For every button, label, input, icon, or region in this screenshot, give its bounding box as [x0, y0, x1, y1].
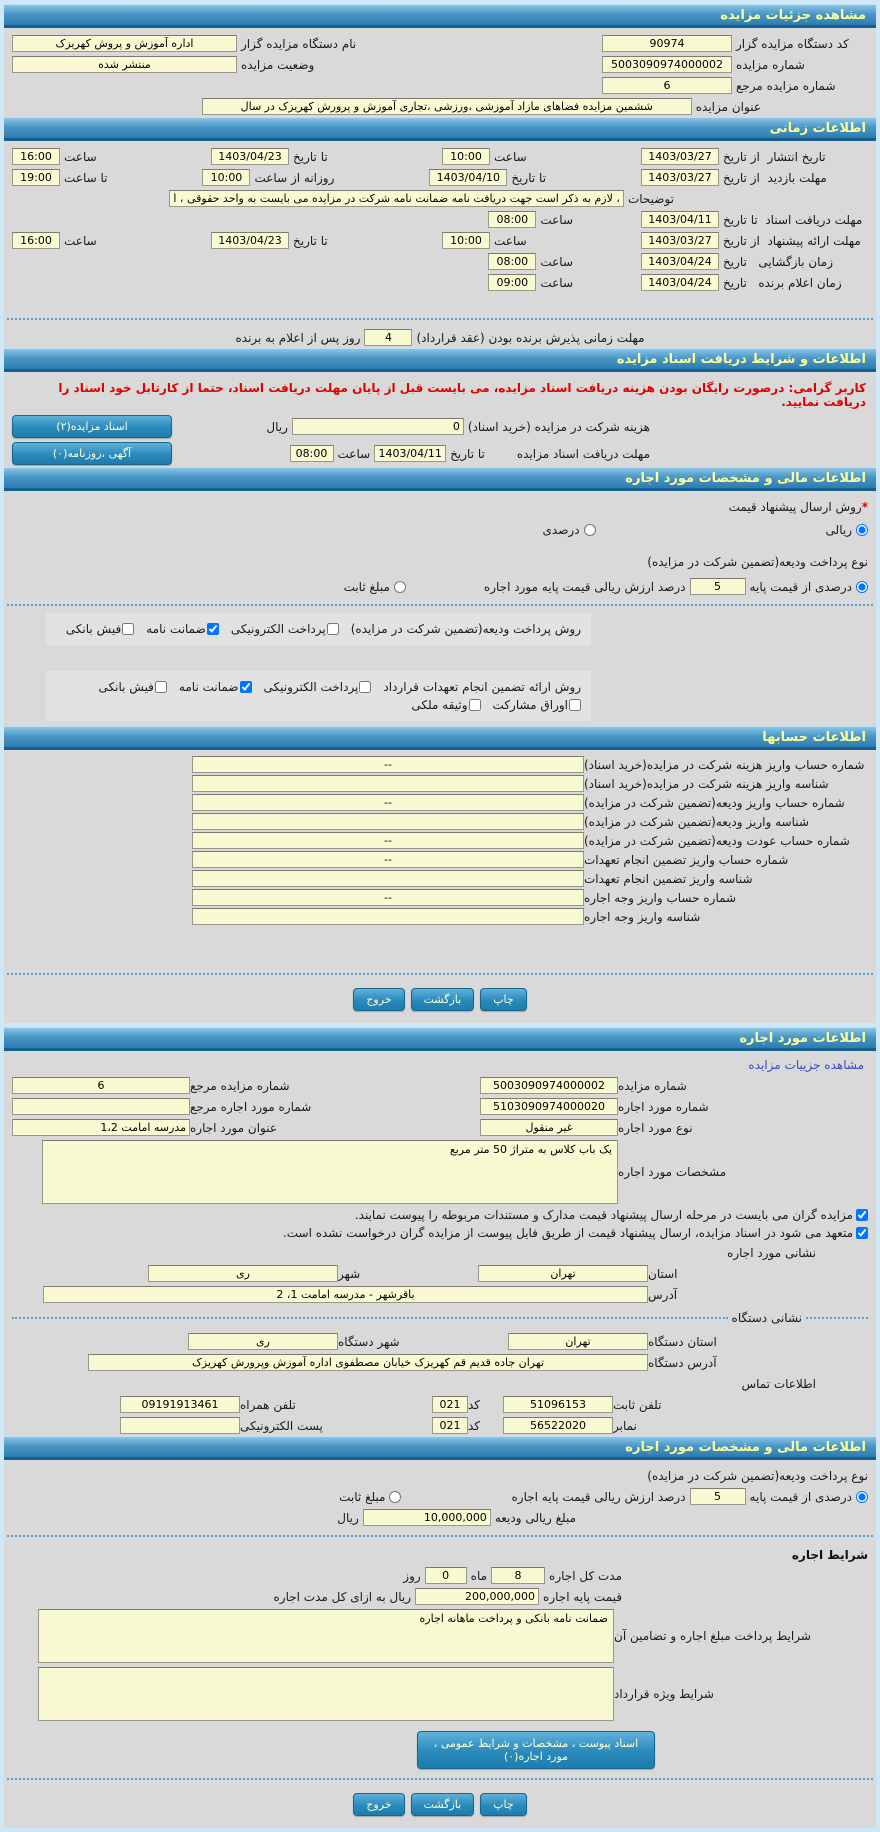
docs-deadline-label: مهلت دریافت اسناد تا تاریخ [723, 212, 863, 227]
description-row [4, 188, 876, 209]
auction-details-panel [4, 4, 876, 1023]
auction-ref-label: شماره مزایده مرجع [736, 78, 836, 93]
payment-terms-row [4, 1607, 876, 1665]
day-label: روز [403, 1568, 421, 1583]
device-name-input[interactable] [12, 35, 237, 52]
publish-from-time-input[interactable] [442, 148, 490, 165]
visit-label: مهلت بازدید از تاریخ [723, 170, 827, 185]
deposit-method-strip [46, 613, 591, 645]
visit-date-row [4, 167, 876, 188]
offer-to-time-input[interactable] [12, 232, 60, 249]
dotted-divider [7, 973, 873, 975]
docs-receipt-label: مهلت دریافت اسناد مزایده [516, 446, 650, 461]
rent-auction-number-input[interactable] [480, 1077, 618, 1094]
percent-radio[interactable] [584, 524, 596, 536]
hour-label: ساعت [540, 275, 573, 290]
section-title: اطلاعات مورد اجاره [739, 1031, 866, 1046]
percent-of-base-label: درصدی از قیمت پایه [749, 1489, 852, 1504]
address-input[interactable] [43, 1286, 648, 1303]
rent-title-label: عنوان مورد اجاره [190, 1120, 278, 1135]
guarantee-checkbox[interactable] [240, 681, 252, 693]
email-input[interactable] [120, 1417, 240, 1434]
account-label: شماره حساب عودت ودیعه(تضمین شرکت در مزایده) [584, 833, 850, 848]
account-row [4, 774, 876, 793]
percent-option-label: درصدی [542, 523, 580, 537]
section-title: اطلاعات مالی و مشخصات مورد اجاره [625, 1440, 866, 1455]
winner-announce-row [4, 272, 876, 293]
docs-receipt-date-input[interactable] [374, 445, 446, 462]
no-file-offer-row [4, 1224, 876, 1242]
rent-item-ref-label: شماره مورد اجاره مرجع [190, 1099, 312, 1114]
deposit-amount-row [4, 1507, 876, 1528]
account-label: شماره حساب واریز وجه اجاره [584, 890, 737, 905]
epay-checkbox[interactable] [327, 623, 339, 635]
special-terms-textarea[interactable] [38, 1667, 614, 1721]
account-row [4, 793, 876, 812]
fixed-amount-radio[interactable] [394, 581, 406, 593]
account-input[interactable] [192, 908, 584, 925]
device-name-label: نام دستگاه مزایده گزار [241, 36, 357, 51]
epay-checkbox[interactable] [359, 681, 371, 693]
offer-to-input[interactable] [211, 232, 289, 249]
rent-address-header: نشانی مورد اجاره [727, 1245, 816, 1260]
attachments-row [4, 1729, 876, 1771]
code-label: کد [468, 1418, 481, 1433]
city-input[interactable] [148, 1265, 338, 1282]
guarantee-label: ضمانت نامه [146, 622, 206, 636]
rent-address-header-row [4, 1242, 876, 1263]
fee-row [4, 413, 876, 440]
epay-label: پرداخت الکترونیکی [263, 680, 359, 694]
percent-suffix-label: درصد ارزش ریالی قیمت پایه اجاره [511, 1489, 686, 1504]
account-input[interactable] [192, 851, 584, 868]
daily-from-label: روزانه از ساعت [254, 170, 335, 185]
device-city-label: شهر دستگاه [338, 1334, 400, 1349]
to-date-label: تا تاریخ [511, 170, 547, 185]
no-file-offer-checkbox[interactable] [856, 1227, 868, 1239]
hour-label: ساعت [337, 446, 371, 461]
account-input[interactable] [192, 775, 584, 792]
attached-docs-button[interactable]: اسناد پیوست ، مشخصات و شرایط عمومی ، مورد اجاره(۰) [417, 1731, 655, 1769]
auction-status-input[interactable] [12, 56, 237, 73]
payment-terms-textarea[interactable] [38, 1609, 614, 1663]
publish-from-input[interactable] [641, 148, 719, 165]
dotted-divider [7, 1535, 873, 1537]
deposit-type-options-row [4, 1486, 876, 1507]
bank-slip-checkbox[interactable] [155, 681, 167, 693]
rent-auction-ref-input[interactable] [12, 1077, 190, 1094]
bonds-label: اوراق مشارکت [492, 698, 568, 712]
duration-months-input[interactable] [491, 1567, 545, 1584]
accept-deadline-suffix: روز پس از اعلام به برنده [235, 330, 361, 345]
fee-label: هزینه شرکت در مزایده (خرید اسناد) [467, 419, 650, 434]
description-label: توضیحات [627, 191, 674, 206]
account-row [4, 888, 876, 907]
device-address-row [4, 1352, 876, 1373]
device-address-input[interactable] [88, 1354, 648, 1371]
required-asterisk: * [861, 499, 868, 514]
deposit-amount-input[interactable] [363, 1509, 491, 1526]
address-label: آدرس [648, 1287, 678, 1302]
code-label: کد [468, 1397, 481, 1412]
month-label: ماه [470, 1568, 488, 1583]
device-province-city-row [4, 1331, 876, 1352]
account-label: شماره حساب واریز هزینه شرکت در مزایده(خرید اسناد) [584, 757, 865, 772]
attach-required-row [4, 1206, 876, 1224]
rent-auction-number-label: شماره مزایده [618, 1078, 687, 1093]
performance-guarantee-strip [46, 671, 591, 721]
exit-button[interactable]: خروج [353, 1793, 404, 1816]
account-row [4, 850, 876, 869]
accept-deadline-label: مهلت زمانی پذیرش برنده بودن (عقد قرارداد) [416, 330, 645, 345]
contact-header-row [4, 1373, 876, 1394]
fax-label: نمابر [613, 1418, 637, 1433]
accept-deadline-row [4, 327, 876, 348]
dotted-divider [7, 604, 873, 606]
rental-item-panel [4, 1027, 876, 1828]
device-city-input[interactable] [188, 1333, 338, 1350]
rent-type-label: نوع مورد اجاره [618, 1120, 693, 1135]
opening-time-input[interactable] [488, 253, 536, 270]
hour-label: ساعت [540, 254, 573, 269]
send-method-label-row [4, 496, 876, 517]
view-auction-details-link[interactable]: مشاهده جزییات مزایده [748, 1058, 864, 1072]
offer-deadline-row [4, 230, 876, 251]
rent-item-number-label: شماره مورد اجاره [618, 1099, 709, 1114]
attach-required-label: مزایده گران می بایست در مرحله ارسال پیشنهاد قیمت مدارک و مستندات مربوطه را پیوست نمایند. [354, 1208, 853, 1222]
hour-label: ساعت [540, 212, 573, 227]
fax-row [4, 1415, 876, 1436]
daily-to-label: تا ساعت [64, 170, 108, 185]
opening-label: زمان بازگشایی تاریخ [723, 254, 834, 269]
account-label: شناسه واریز وجه اجاره [584, 909, 701, 924]
device-address-header: نشانی دستگاه [731, 1311, 802, 1325]
account-label: شماره حساب واریز ودیعه(تضمین شرکت در مزایده) [584, 795, 845, 810]
account-input[interactable] [192, 832, 584, 849]
device-province-input[interactable] [508, 1333, 648, 1350]
mobile-label: تلفن همراه [240, 1397, 296, 1412]
offer-from-input[interactable] [641, 232, 719, 249]
estate-collateral-label: وثیقه ملکی [411, 698, 468, 712]
device-address-divider-row [4, 1305, 876, 1331]
back-button[interactable]: بازگشت [411, 988, 475, 1011]
section-header-accounts [4, 726, 876, 750]
no-file-offer-label: متعهد می شود در اسناد مزایده، ارسال پیشنهاد قیمت از طریق فایل پیوست از مزایده گران درخواست نشده است. [282, 1226, 853, 1240]
deposit-type-label-row [4, 1465, 876, 1486]
percent-value-input[interactable] [690, 1488, 746, 1505]
rent-province-city-row [4, 1263, 876, 1284]
publish-to-time-input[interactable] [12, 148, 60, 165]
rial-label: ریال [337, 1510, 359, 1525]
rent-terms-header: شرایط اجاره [791, 1547, 868, 1562]
rent-type-input[interactable] [480, 1119, 618, 1136]
guarantee-checkbox[interactable] [207, 623, 219, 635]
rent-type-row [4, 1117, 876, 1138]
fee-input[interactable] [292, 418, 464, 435]
deposit-type-label: نوع پرداخت ودیعه(تضمین شرکت در مزایده) [647, 1468, 868, 1483]
phone-row [4, 1394, 876, 1415]
docs-deadline-time-input[interactable] [488, 211, 536, 228]
bank-slip-checkbox[interactable] [122, 623, 134, 635]
hour-label: ساعت [494, 149, 527, 164]
to-date-label: تا تاریخ [293, 149, 328, 164]
device-code-input[interactable] [602, 35, 732, 52]
visit-to-input[interactable] [429, 169, 507, 186]
auction-title-input[interactable] [202, 98, 692, 115]
bank-slip-label: فیش بانکی [98, 680, 154, 694]
rial-radio[interactable] [856, 524, 868, 536]
account-input[interactable] [192, 756, 584, 773]
visit-daily-from-input[interactable] [202, 169, 250, 186]
base-price-label: قیمت پایه اجاره [543, 1589, 622, 1604]
epay-label: پرداخت الکترونیکی [230, 622, 326, 636]
section-title: اطلاعات مالی و مشخصات مورد اجاره [625, 471, 866, 486]
deposit-type-label: نوع پرداخت ودیعه(تضمین شرکت در مزایده) [647, 554, 868, 569]
rent-auction-number-row [4, 1075, 876, 1096]
description-input[interactable] [169, 190, 624, 207]
deposit-amount-label: مبلغ ریالی ودیعه [494, 1510, 576, 1525]
actions-row [4, 982, 876, 1017]
winner-label: زمان اعلام برنده تاریخ [723, 275, 842, 290]
actions-row [4, 1787, 876, 1822]
performance-guarantee-label: روش ارائه تضمین انجام تعهدات قرارداد [383, 680, 581, 694]
print-button[interactable]: چاپ [480, 1793, 527, 1816]
account-label: شماره حساب واریز تضمین انجام تعهدات [584, 852, 789, 867]
percent-of-base-radio[interactable] [856, 581, 868, 593]
province-label: استان [648, 1266, 678, 1281]
section-title: اطلاعات حسابها [762, 730, 866, 745]
auction-ref-row [4, 75, 876, 96]
dotted-divider [7, 1778, 873, 1780]
rent-specs-textarea[interactable] [42, 1140, 618, 1204]
account-input[interactable] [192, 889, 584, 906]
offer-label: مهلت ارائه پیشنهاد از تاریخ [723, 233, 861, 248]
base-price-input[interactable] [415, 1588, 539, 1605]
docs-receipt-deadline-row [4, 440, 876, 467]
offer-from-time-input[interactable] [442, 232, 490, 249]
rent-address-row [4, 1284, 876, 1305]
bonds-checkbox[interactable] [569, 699, 581, 711]
auction-title-row [4, 96, 876, 117]
section-header-timing [4, 117, 876, 141]
account-row [4, 907, 876, 926]
send-method-label: روش ارسال پیشنهاد قیمت [728, 499, 862, 514]
auction-number-row [4, 54, 876, 75]
duration-days-input[interactable] [425, 1567, 467, 1584]
rial-option-label: ریالی [825, 523, 852, 537]
rent-specs-row [4, 1138, 876, 1206]
account-row [4, 831, 876, 850]
email-label: پست الکترونیکی [240, 1418, 323, 1433]
percent-suffix-label: درصد ارزش ریالی قیمت پایه مورد اجاره [483, 579, 686, 594]
section-header-docs [4, 348, 876, 372]
account-label: شناسه واریز تضمین انجام تعهدات [584, 871, 753, 886]
section-title: اطلاعات و شرایط دریافت اسناد مزایده [616, 352, 866, 367]
phone-label: تلفن ثابت [613, 1397, 662, 1412]
phone-code-input[interactable] [432, 1396, 468, 1413]
deposit-type-label-row [4, 551, 876, 572]
back-button[interactable]: بازگشت [411, 1793, 475, 1816]
winner-date-input[interactable] [641, 274, 719, 291]
print-button[interactable]: چاپ [480, 988, 527, 1011]
rent-item-number-input[interactable] [480, 1098, 618, 1115]
to-date-label: تا تاریخ [293, 233, 328, 248]
section-header-financial-2 [4, 1436, 876, 1460]
send-method-options-row [4, 517, 876, 543]
rent-title-input[interactable] [12, 1119, 190, 1136]
percent-of-base-radio[interactable] [856, 1491, 868, 1503]
fixed-amount-label: مبلغ ثابت [339, 1489, 386, 1504]
special-terms-row [4, 1665, 876, 1723]
dotted-divider [7, 318, 873, 320]
auction-status-label: وضعیت مزایده [241, 57, 315, 72]
auction-number-input[interactable] [602, 56, 732, 73]
section-title: اطلاعات زمانی [769, 121, 866, 136]
docs-deadline-date-input[interactable] [641, 211, 719, 228]
docs-receipt-time-input[interactable] [290, 445, 334, 462]
to-date-label: تا تاریخ [450, 446, 485, 461]
docs-warning-text: کاربر گرامی: درصورت رایگان بودن هزینه دریافت اسناد مزایده، می بایست قبل از پایان مهلت دریافت اسناد، حتما از کارتابل خود اسناد را دریافت نمایید. [58, 381, 866, 409]
newspaper-ads-button[interactable]: آگهی ،روزنامه(۰) [12, 442, 172, 465]
fax-input[interactable] [503, 1417, 613, 1434]
rent-auction-ref-label: شماره مزایده مرجع [190, 1078, 290, 1093]
auction-ref-input[interactable] [602, 77, 732, 94]
auction-docs-button[interactable]: اسناد مزایده(۲) [12, 415, 172, 438]
device-code-label: کد دستگاه مزایده گزار [736, 36, 849, 51]
province-input[interactable] [478, 1265, 648, 1282]
opening-time-row [4, 251, 876, 272]
opening-date-input[interactable] [641, 253, 719, 270]
account-input[interactable] [192, 870, 584, 887]
rent-item-ref-input[interactable] [12, 1098, 190, 1115]
section-title: مشاهده جزئیات مزایده [720, 8, 866, 23]
account-input[interactable] [192, 794, 584, 811]
phone-input[interactable] [503, 1396, 613, 1413]
device-code-row [4, 33, 876, 54]
duration-label: مدت کل اجاره [549, 1568, 622, 1583]
visit-from-input[interactable] [641, 169, 719, 186]
section-header-rental-item [4, 1027, 876, 1051]
fixed-amount-label: مبلغ ثابت [343, 579, 390, 594]
winner-time-input[interactable] [488, 274, 536, 291]
special-terms-label: شرایط ویژه قرارداد [614, 1687, 714, 1701]
estate-collateral-checkbox[interactable] [469, 699, 481, 711]
hour-label: ساعت [64, 233, 97, 248]
city-label: شهر [338, 1266, 361, 1281]
hour-label: ساعت [64, 149, 97, 164]
auction-number-label: شماره مزایده [736, 57, 805, 72]
rent-item-number-row [4, 1096, 876, 1117]
dotted-line [806, 1317, 868, 1319]
device-address-label: آدرس دستگاه [648, 1355, 717, 1370]
percent-of-base-label: درصدی از قیمت پایه [749, 579, 852, 594]
publish-label: تاریخ انتشار از تاریخ [723, 149, 826, 164]
account-row [4, 812, 876, 831]
publish-date-row [4, 146, 876, 167]
device-province-label: استان دستگاه [648, 1334, 717, 1349]
hour-label: ساعت [494, 233, 527, 248]
percent-value-input[interactable] [690, 578, 746, 595]
duration-row [4, 1565, 876, 1586]
account-row [4, 869, 876, 888]
account-input[interactable] [192, 813, 584, 830]
deposit-method-label: روش پرداخت ودیعه(تضمین شرکت در مزایده) [350, 622, 581, 636]
payment-terms-label: شرایط پرداخت مبلغ اجاره و تضامین آن [614, 1629, 811, 1643]
rent-specs-label: مشخصات مورد اجاره [618, 1165, 727, 1179]
accept-days-input[interactable] [364, 329, 412, 346]
base-price-row [4, 1586, 876, 1607]
bank-slip-label: فیش بانکی [65, 622, 122, 636]
base-price-suffix: ریال به ازای کل مدت اجاره [273, 1589, 412, 1604]
section-header-auction-details [4, 4, 876, 28]
fax-code-input[interactable] [432, 1417, 468, 1434]
account-row [4, 755, 876, 774]
auction-title-label: عنوان مزایده [695, 99, 761, 114]
account-label: شناسه واریز ودیعه(تضمین شرکت در مزایده) [584, 814, 809, 829]
exit-button[interactable]: خروج [353, 988, 404, 1011]
dotted-line [12, 1317, 728, 1319]
docs-deadline-row [4, 209, 876, 230]
publish-to-input[interactable] [211, 148, 289, 165]
visit-daily-to-input[interactable] [12, 169, 60, 186]
rent-terms-header-row [4, 1544, 876, 1565]
section-header-financial-1 [4, 467, 876, 491]
deposit-type-options-row [4, 576, 876, 597]
contact-header: اطلاعات تماس [741, 1376, 816, 1391]
rial-label: ریال [266, 419, 288, 434]
mobile-input[interactable] [120, 1396, 240, 1413]
guarantee-label: ضمانت نامه [178, 680, 239, 694]
attach-required-checkbox[interactable] [856, 1209, 868, 1221]
fixed-amount-radio[interactable] [389, 1491, 401, 1503]
account-label: شناسه واریز هزینه شرکت در مزایده(خرید اسناد) [584, 776, 829, 791]
